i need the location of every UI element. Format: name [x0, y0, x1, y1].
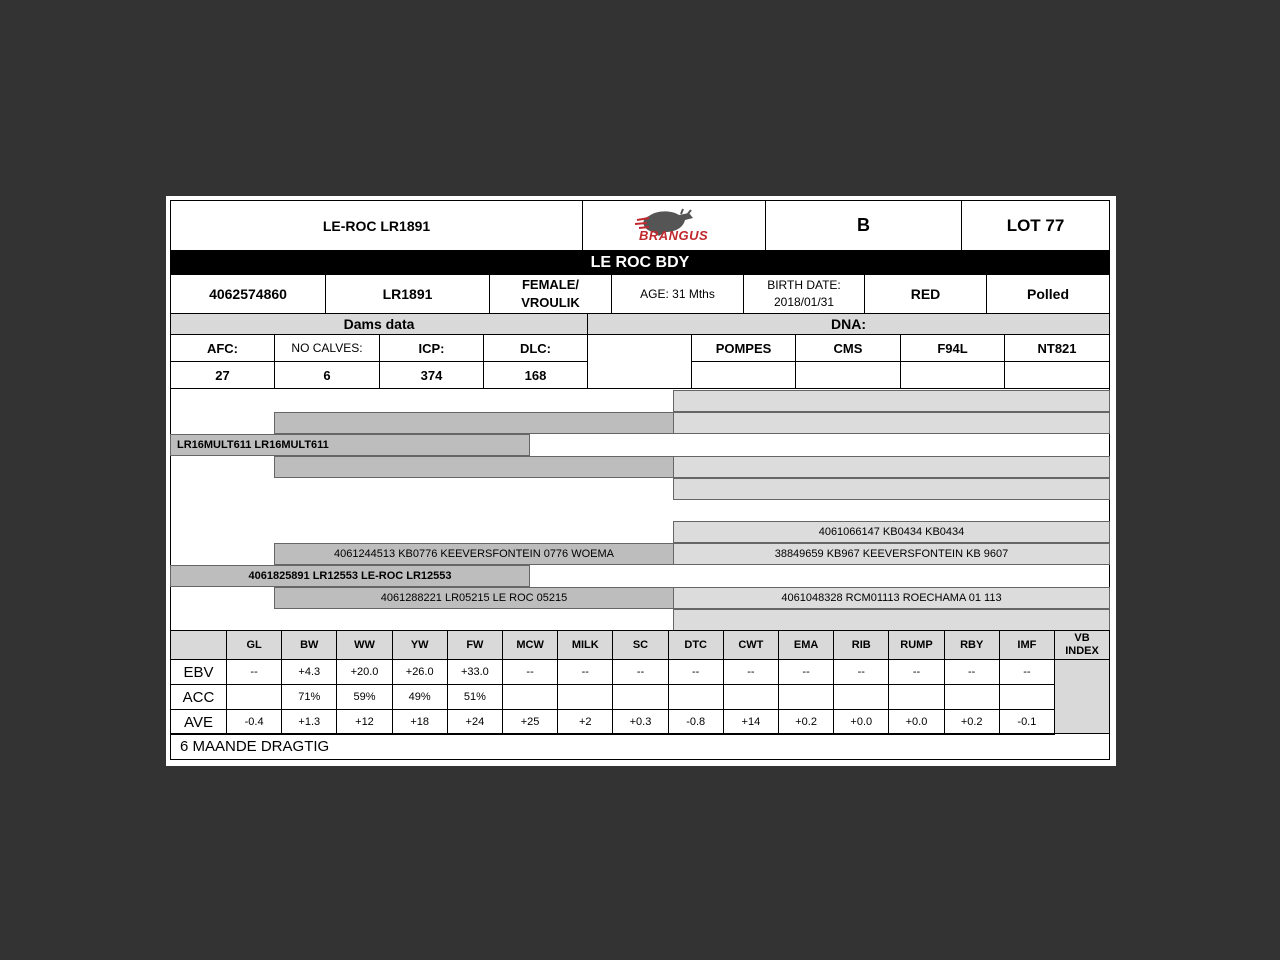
ebv-cell-ave-sc: +0.3	[612, 709, 668, 735]
dna-value-cms	[795, 361, 901, 389]
dams-value-icp: 374	[379, 361, 484, 389]
vb-index-value	[1054, 659, 1110, 734]
ebv-header-yw: YW	[392, 630, 448, 660]
ebv-header-rump: RUMP	[888, 630, 944, 660]
ebv-cell-ave-rby: +0.2	[944, 709, 1000, 735]
tag: LR1891	[325, 274, 490, 314]
ebv-header-sc: SC	[612, 630, 668, 660]
ebv-cell-ave-rump: +0.0	[888, 709, 944, 735]
ebv-cell-acc-cwt	[723, 684, 779, 710]
pedigree-sire: LR16MULT611 LR16MULT611	[170, 434, 530, 456]
ebv-cell-ave-gl: -0.4	[226, 709, 282, 735]
dna-label-pompes: POMPES	[691, 334, 796, 362]
ebv-cell-ebv-ema: --	[778, 659, 834, 685]
ebv-cell-acc-ema	[778, 684, 834, 710]
pedigree-dam: 4061825891 LR12553 LE-ROC LR12553	[170, 565, 530, 587]
pedigree-sire-sire	[274, 412, 674, 434]
ebv-cell-acc-milk	[557, 684, 613, 710]
ebv-cell-ebv-rib: --	[833, 659, 889, 685]
ebv-cell-ave-mcw: +25	[502, 709, 558, 735]
pedigree-dam-dam: 4061288221 LR05215 LE ROC 05215	[274, 587, 674, 609]
dna-label-nt821: NT821	[1004, 334, 1110, 362]
ebv-cell-ebv-bw: +4.3	[281, 659, 337, 685]
ebv-cell-ave-rib: +0.0	[833, 709, 889, 735]
dna-blank	[587, 334, 692, 389]
dams-label-dlc: DLC:	[483, 334, 588, 362]
dna-label-f94l: F94L	[900, 334, 1005, 362]
pedigree-sire-sire-dam	[673, 412, 1110, 434]
ebv-header-ww: WW	[336, 630, 392, 660]
dams-label-icp: ICP:	[379, 334, 484, 362]
ebv-cell-ebv-rump: --	[888, 659, 944, 685]
dna-value-nt821	[1004, 361, 1110, 389]
ebv-table	[170, 630, 1110, 734]
ebv-corner	[170, 630, 227, 660]
ebv-cell-ave-fw: +24	[447, 709, 503, 735]
ebv-row-label-ebv: EBV	[170, 659, 227, 685]
lot-card	[166, 196, 1116, 766]
horn-status: Polled	[986, 274, 1110, 314]
lot-number: LOT 77	[961, 200, 1110, 251]
ebv-cell-ave-ww: +12	[336, 709, 392, 735]
ebv-header-rib: RIB	[833, 630, 889, 660]
ebv-row-label-ave: AVE	[170, 709, 227, 735]
ebv-header-dtc: DTC	[668, 630, 724, 660]
ebv-header-cwt: CWT	[723, 630, 779, 660]
ebv-cell-ebv-imf: --	[999, 659, 1055, 685]
ebv-cell-acc-imf	[999, 684, 1055, 710]
dams-value-afc: 27	[170, 361, 275, 389]
pedigree-sire-sire-sire	[673, 390, 1110, 412]
pedigree-dam-dam-dam	[673, 609, 1110, 631]
ebv-cell-ebv-rby: --	[944, 659, 1000, 685]
pedigree-dam-sire: 4061244513 KB0776 KEEVERSFONTEIN 0776 WOEMA	[274, 543, 674, 565]
pedigree-dam-dam-sire: 4061048328 RCM01113 ROECHAMA 01 113	[673, 587, 1110, 609]
ebv-cell-acc-ww: 59%	[336, 684, 392, 710]
reg-number: 4062574860	[170, 274, 326, 314]
pedigree-sire-dam-dam	[673, 478, 1110, 500]
ebv-cell-ave-yw: +18	[392, 709, 448, 735]
ebv-cell-acc-rump	[888, 684, 944, 710]
pedigree-dam-sire-sire: 4061066147 KB0434 KB0434	[673, 521, 1110, 543]
ebv-cell-ebv-sc: --	[612, 659, 668, 685]
comment: 6 MAANDE DRAGTIG	[170, 733, 1110, 760]
ebv-cell-ave-cwt: +14	[723, 709, 779, 735]
ebv-cell-ebv-mcw: --	[502, 659, 558, 685]
ebv-cell-ebv-cwt: --	[723, 659, 779, 685]
birth-date: BIRTH DATE: 2018/01/31	[743, 274, 865, 314]
logo-text: BRANGUS	[639, 228, 709, 243]
ebv-cell-acc-yw: 49%	[392, 684, 448, 710]
ebv-cell-ave-dtc: -0.8	[668, 709, 724, 735]
ebv-cell-ebv-milk: --	[557, 659, 613, 685]
dna-value-f94l	[900, 361, 1005, 389]
ebv-header-ema: EMA	[778, 630, 834, 660]
ebv-header-bw: BW	[281, 630, 337, 660]
ebv-header-rby: RBY	[944, 630, 1000, 660]
dams-label-calves: NO CALVES:	[274, 334, 380, 362]
dna-heading: DNA:	[587, 313, 1110, 335]
brangus-logo	[582, 200, 766, 251]
ebv-cell-ave-imf: -0.1	[999, 709, 1055, 735]
ebv-header-imf: IMF	[999, 630, 1055, 660]
ebv-header-milk: MILK	[557, 630, 613, 660]
grade: B	[765, 200, 962, 251]
sex: FEMALE/ VROULIK	[489, 274, 612, 314]
pedigree-dam-sire-dam: 38849659 KB967 KEEVERSFONTEIN KB 9607	[673, 543, 1110, 565]
ebv-cell-ebv-gl: --	[226, 659, 282, 685]
ebv-header-gl: GL	[226, 630, 282, 660]
pedigree-sire-dam-sire	[673, 456, 1110, 478]
dams-label-afc: AFC:	[170, 334, 275, 362]
ebv-cell-acc-mcw	[502, 684, 558, 710]
ebv-cell-ebv-fw: +33.0	[447, 659, 503, 685]
ebv-cell-ebv-yw: +26.0	[392, 659, 448, 685]
dams-value-dlc: 168	[483, 361, 588, 389]
ebv-header-vb-index: VB INDEX	[1054, 630, 1110, 660]
ebv-cell-ave-ema: +0.2	[778, 709, 834, 735]
ebv-cell-ebv-dtc: --	[668, 659, 724, 685]
ebv-cell-acc-gl	[226, 684, 282, 710]
ebv-header-mcw: MCW	[502, 630, 558, 660]
dna-value-pompes	[691, 361, 796, 389]
pedigree-sire-dam	[274, 456, 674, 478]
ebv-cell-acc-sc	[612, 684, 668, 710]
ebv-cell-acc-fw: 51%	[447, 684, 503, 710]
dams-value-calves: 6	[274, 361, 380, 389]
ebv-row-label-acc: ACC	[170, 684, 227, 710]
age: AGE: 31 Mths	[611, 274, 744, 314]
title-bar: LE ROC BDY	[170, 250, 1110, 275]
ebv-cell-acc-rby	[944, 684, 1000, 710]
dna-label-cms: CMS	[795, 334, 901, 362]
ebv-cell-acc-dtc	[668, 684, 724, 710]
ebv-cell-acc-rib	[833, 684, 889, 710]
ebv-header-fw: FW	[447, 630, 503, 660]
animal-id: LE-ROC LR1891	[170, 200, 583, 251]
ebv-cell-ave-milk: +2	[557, 709, 613, 735]
ebv-cell-acc-bw: 71%	[281, 684, 337, 710]
ebv-cell-ave-bw: +1.3	[281, 709, 337, 735]
dams-heading: Dams data	[170, 313, 588, 335]
ebv-cell-ebv-ww: +20.0	[336, 659, 392, 685]
color: RED	[864, 274, 987, 314]
